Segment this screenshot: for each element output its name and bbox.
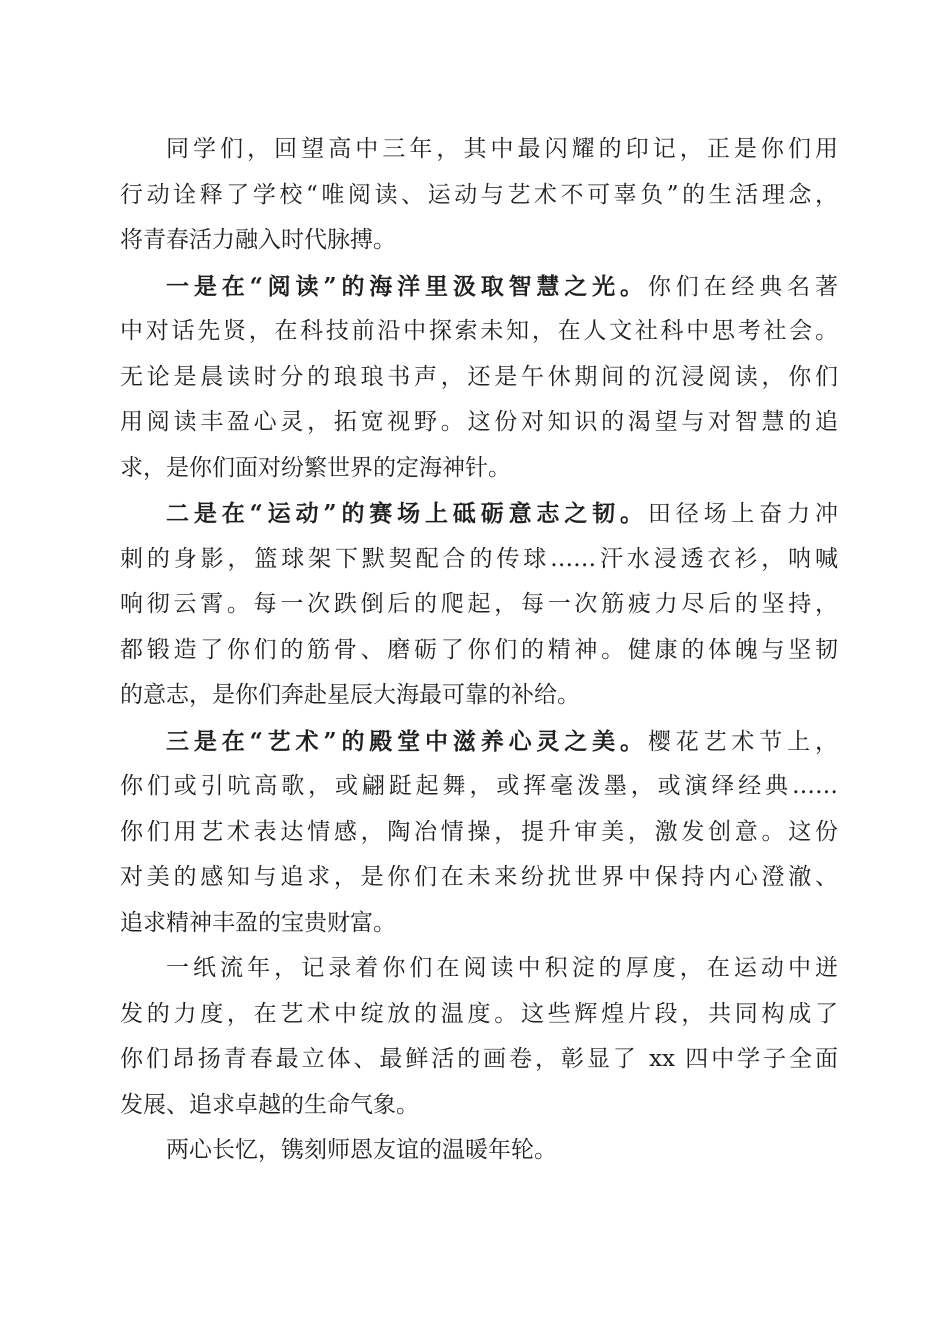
text-line: 你们用艺术表达情感，陶冶情操，提升审美，激发创意。这份: [120, 818, 838, 845]
text-line: 你们昂扬青春最立体、最鲜活的画卷，彰显了 xx 四中学子全面: [120, 1046, 838, 1072]
text-run: 你们在经典名著: [647, 273, 838, 300]
text-line: [120, 491, 838, 537]
text-run: 樱花艺术节上，: [647, 728, 838, 755]
text-line: 发的力度，在艺术中绽放的温度。这些辉煌片段，共同构成了: [120, 1000, 838, 1027]
text-line: 行动诠释了学校“唯阅读、运动与艺术不可辜负”的生活理念，: [120, 181, 838, 208]
text-line: 两心长忆，镌刻师恩友谊的温暖年轮。: [166, 1137, 557, 1163]
paragraph-summary: [120, 946, 838, 1128]
document-body: [120, 127, 838, 1174]
text-line: 无论是晨读时分的琅琅书声，还是午休期间的沉浸阅读，你们: [120, 363, 838, 390]
paragraph-intro: [120, 127, 838, 264]
paragraph-friendship: [120, 1128, 838, 1174]
paragraph-reading: [120, 264, 838, 492]
paragraph-lead-heading: 三是在“艺术”的殿堂中滋养心灵之美。: [166, 727, 648, 755]
paragraph-art: [120, 719, 838, 947]
text-line: 刺的身影，篮球架下默契配合的传球……汗水浸透衣衫，呐喊: [120, 545, 838, 572]
text-line: [120, 264, 838, 310]
text-line: 用阅读丰盈心灵，拓宽视野。这份对知识的渴望与对智慧的追: [120, 409, 838, 435]
text-line: 发展、追求卓越的生命气象。: [120, 1091, 419, 1118]
text-line: 响彻云霄。每一次跌倒后的爬起，每一次筋疲力尽后的坚持，: [120, 591, 838, 617]
text-line: 中对话先贤，在科技前沿中探索未知，在人文社科中思考社会。: [120, 318, 838, 344]
text-line: 将青春活力融入时代脉搏。: [120, 227, 396, 253]
text-line: 求，是你们面对纷繁世界的定海神针。: [120, 454, 511, 481]
text-line: 一纸流年，记录着你们在阅读中积淀的厚度，在运动中迸: [166, 955, 838, 981]
paragraph-lead-heading: 一是在“阅读”的海洋里汲取智慧之光。: [166, 272, 648, 300]
text-line: 追求精神丰盈的宝贵财富。: [120, 909, 396, 936]
text-line: 你们或引吭高歌，或翩跹起舞，或挥毫泼墨，或演绎经典……: [120, 773, 838, 799]
text-run: 田径场上奋力冲: [647, 501, 838, 527]
text-line: 对美的感知与追求，是你们在未来纷扰世界中保持内心澄澈、: [120, 864, 838, 890]
text-line: [120, 719, 838, 765]
text-line: 的意志，是你们奔赴星辰大海最可靠的补给。: [120, 682, 580, 708]
text-line: 同学们，回望高中三年，其中最闪耀的印记，正是你们用: [166, 136, 838, 162]
text-line: 都锻造了你们的筋骨、磨砺了你们的精神。健康的体魄与坚韧: [120, 636, 838, 663]
paragraph-sports: [120, 491, 838, 719]
paragraph-lead-heading: 二是在“运动”的赛场上砥砺意志之韧。: [166, 500, 648, 527]
